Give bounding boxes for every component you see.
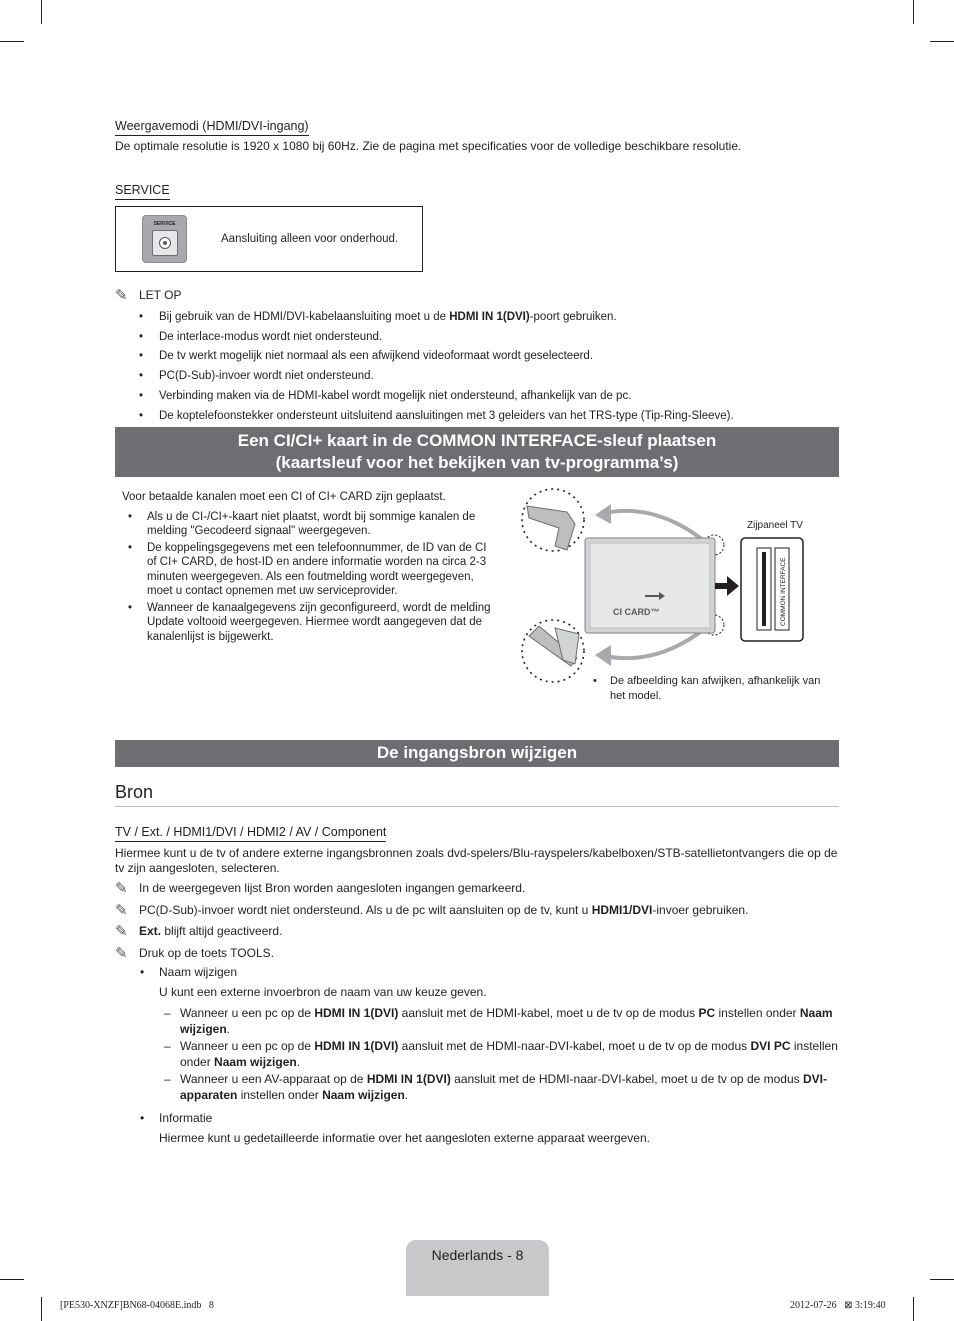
arrow-icon (595, 645, 611, 666)
rename-title: • Naam wijzigen (140, 965, 238, 979)
note-row: ✎ PC(D-Sub)-invoer wordt niet ondersteund. Als u de pc wilt aansluiten op de tv, kunt u HDMI1/DVI-invoer gebruiken. (115, 900, 749, 919)
display-modes-heading: Weergavemodi (HDMI/DVI-ingang) (115, 118, 309, 136)
crop-mark (930, 41, 954, 42)
crop-mark (41, 0, 42, 24)
tv-side-panel (741, 538, 803, 641)
crop-mark (41, 1297, 42, 1321)
note-pencil-icon: ✎ (115, 922, 128, 941)
crop-mark (930, 1279, 954, 1280)
list-item: • De tv werkt mogelijk niet normaal als een afwijkend videoformaat wordt geselecteerd. (115, 349, 845, 364)
display-modes-text: De optimale resolutie is 1920 x 1080 bij 60Hz. Zie de pagina met specificaties voor de volledige beschikbare resolutie. (115, 139, 742, 153)
info-desc: Hiermee kunt u gedetailleerde informatie over het aangesloten externe apparaat weergeven. (159, 1130, 650, 1145)
page-number-tab (406, 1240, 549, 1296)
note-pencil-icon: ✎ (115, 900, 128, 919)
rename-detail: – Wanneer u een AV-apparaat op de HDMI IN 1(DVI) aansluit met de HDMI-naar-DVI-kabel, moet u de tv op de modus DVI-apparaten instellen onder Naam wijzigen. (164, 1072, 827, 1102)
service-port-icon (142, 215, 187, 263)
ci-intro: Voor betaalde kanalen moet een CI of CI+ CARD zijn geplaatst. (122, 491, 446, 503)
service-port-label: SERVICE (153, 221, 176, 227)
list-item: • Verbinding maken via de HDMI-kabel wordt mogelijk niet ondersteund, afhankelijk van de pc. (115, 389, 845, 404)
note-pencil-icon: ✎ (115, 879, 128, 897)
rename-detail: – Wanneer u een pc op de HDMI IN 1(DVI) aansluit met de HDMI-kabel, moet u de tv op de modus PC instellen onder Naam wijzigen. (164, 1006, 833, 1036)
list-item: • De interlace-modus wordt niet ondersteund. (115, 330, 845, 345)
crop-mark (913, 0, 914, 24)
list-item: • De koppelingsgegevens met een telefoonnummer, de ID van de CI of CI+ CARD, de host-ID en andere informatie worden na circa 2-3 minuten weergegeven. Als een foutmelding wordt weergegeven, moet u contact opnemen met uw serviceprovider. (122, 541, 492, 599)
ci-text (122, 490, 492, 646)
page-label: Nederlands - 8 (431, 1247, 524, 1263)
crop-mark (913, 1297, 914, 1321)
file-info: [PE530-XNZF]BN68-04068E.indb 8 (60, 1300, 214, 1311)
insert-arrow-icon (727, 576, 739, 596)
list-item: • PC(D-Sub)-invoer wordt niet ondersteund. (115, 369, 845, 384)
note-pencil-icon: ✎ (115, 286, 128, 304)
crop-mark (0, 41, 24, 42)
ci-card-illustration (515, 488, 815, 688)
figure-note: • De afbeelding kan afwijken, afhankelijk van het model. (593, 675, 821, 702)
source-intro: Hiermee kunt u de tv of andere externe ingangsbronnen zoals dvd-spelers/Blu-rayspelers/kabelboxen/STB-satellietontvangers die op de tv zijn aangesloten, selecteren. (115, 846, 838, 875)
rename-desc: U kunt een externe invoerbron de naam van uw keuze geven. (159, 984, 487, 999)
list-item: • Wanneer de kanaalgegevens zijn geconfigureerd, wordt de melding Update voltooid weergegeven. Hiermee wordt aangegeven dat de kanalenlijst is bijgewerkt. (122, 601, 492, 645)
ci-card-label: CI CARD™ (613, 607, 660, 617)
service-heading: SERVICE (115, 182, 170, 200)
slot-label: COMMON INTERFACE (780, 557, 787, 626)
info-title: • Informatie (140, 1111, 213, 1126)
source-section-title: De ingangsbron wijzigen (115, 740, 839, 767)
ci-section-title: Een CI/CI+ kaart in de COMMON INTERFACE-sleuf plaatsen (kaartsleuf voor het bekijken van tv-programma’s) (115, 427, 839, 477)
service-description: Aansluiting alleen voor onderhoud. (221, 233, 399, 245)
note-row: ✎ In de weergegeven lijst Bron worden aangesloten ingangen gemarkeerd. (115, 879, 526, 897)
note-row: ✎ Ext. blijft altijd geactiveerd. (115, 922, 283, 941)
service-box (115, 206, 423, 272)
list-item: • De koptelefoonstekker ondersteunt uitsluitend aansluitingen met 3 geleiders van het TRS-type (Tip-Ring-Sleeve). (115, 409, 845, 424)
note-title: LET OP (139, 288, 182, 302)
source-notes (115, 881, 845, 965)
list-item: • Bij gebruik van de HDMI/DVI-kabelaansluiting moet u de HDMI IN 1(DVI)-poort gebruiken. (115, 310, 845, 325)
arrow-icon (595, 504, 611, 524)
note-row: ✎ Druk op de toets TOOLS. (115, 943, 274, 962)
bron-heading: Bron (115, 781, 839, 807)
note-pencil-icon: ✎ (115, 943, 128, 962)
timestamp: 2012-07-26 ⊠ 3:19:40 (790, 1300, 886, 1311)
source-sub-heading: TV / Ext. / HDMI1/DVI / HDMI2 / AV / Component (115, 824, 386, 842)
side-panel-label: Zijpaneel TV (747, 520, 803, 531)
rename-detail: – Wanneer u een pc op de HDMI IN 1(DVI) aansluit met de HDMI-naar-DVI-kabel, moet u de tv op de modus DVI PC instellen onder Naam wijzigen. (164, 1039, 838, 1069)
crop-mark (0, 1279, 24, 1280)
tools-options (140, 965, 840, 1146)
list-item: • Als u de CI-/CI+-kaart niet plaatst, wordt bij sommige kanalen de melding "Gecodeerd signaal" weergegeven. (122, 510, 492, 539)
note-let-op (115, 288, 845, 429)
